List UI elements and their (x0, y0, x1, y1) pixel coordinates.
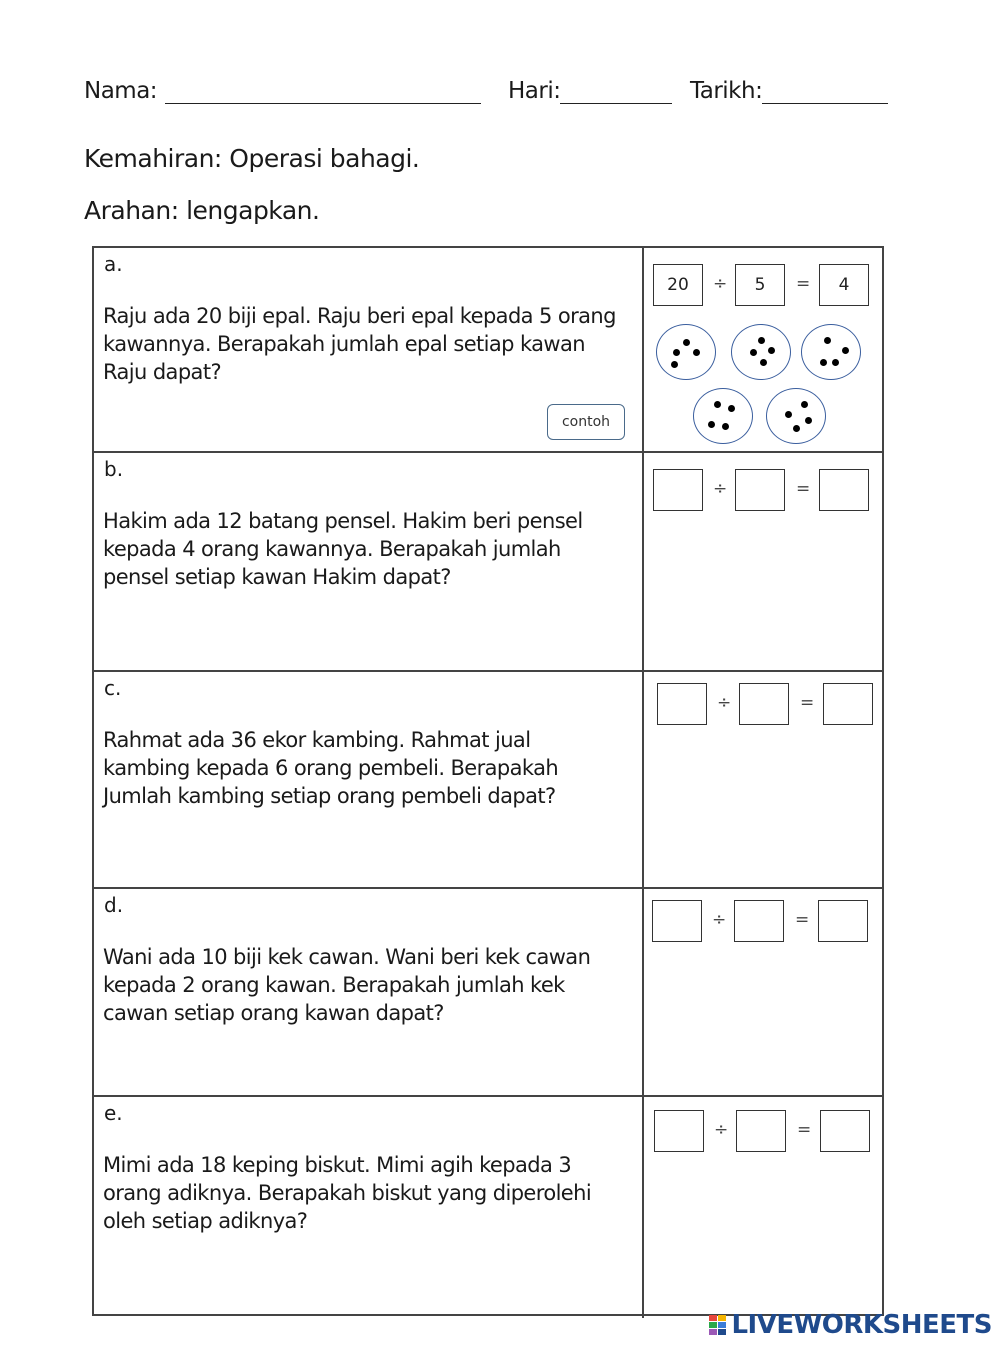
quotient-input[interactable] (818, 900, 868, 942)
nama-field (84, 78, 481, 104)
quotient-input[interactable] (823, 683, 873, 725)
hari-field (508, 78, 672, 104)
divide-sign: ÷ (712, 910, 727, 930)
dividend-input[interactable] (653, 469, 703, 511)
equals-sign: = (800, 693, 815, 713)
column-divider (642, 248, 644, 451)
hari-label: Hari: (508, 78, 561, 104)
divide-sign: ÷ (713, 274, 728, 294)
question-text: Rahmat ada 36 ekor kambing. Rahmat jual kambing kepada 6 orang pembeli. Berapakah Jumlah kambing setiap orang pembeli dapat? (103, 728, 559, 808)
equals-sign: = (797, 1120, 812, 1140)
question-label: b. (104, 457, 124, 481)
divide-sign: ÷ (713, 479, 728, 499)
divide-sign: ÷ (714, 1120, 729, 1140)
example-button[interactable]: contoh (547, 404, 625, 440)
divisor-input[interactable] (735, 469, 785, 511)
dividend-input[interactable] (657, 683, 707, 725)
question-label: d. (104, 893, 124, 917)
tarikh-line (762, 103, 888, 104)
question-row-c (94, 672, 882, 889)
equals-sign: = (796, 479, 811, 499)
question-text: Raju ada 20 biji epal. Raju beri epal kepada 5 orang kawannya. Berapakah jumlah epal setiap kawan Raju dapat? (103, 304, 616, 384)
question-row-d (94, 889, 882, 1097)
question-row-a (94, 248, 882, 453)
group-circle (693, 388, 753, 444)
tarikh-field (690, 78, 888, 104)
question-label: e. (104, 1101, 123, 1125)
worksheet-table (92, 246, 884, 1316)
quotient-box: 4 (819, 264, 869, 306)
group-circle (766, 388, 826, 444)
question-text: Hakim ada 12 batang pensel. Hakim beri pensel kepada 4 orang kawannya. Berapakah jumlah pensel setiap kawan Hakim dapat? (103, 509, 583, 589)
liveworksheets-icon (709, 1315, 727, 1337)
grouping-illustration (656, 324, 892, 448)
nama-line (165, 103, 481, 104)
question-label: a. (104, 252, 123, 276)
instruction-text: Arahan: lengapkan. (84, 196, 320, 225)
nama-label: Nama: (84, 78, 158, 104)
column-divider (642, 1097, 644, 1318)
answer-cell (652, 248, 882, 453)
divide-sign: ÷ (717, 693, 732, 713)
question-text: Mimi ada 18 keping biskut. Mimi agih kepada 3 orang adiknya. Berapakah biskut yang diperolehi oleh setiap adiknya? (103, 1153, 592, 1233)
divisor-input[interactable] (736, 1110, 786, 1152)
liveworksheets-logo (709, 1310, 992, 1340)
question-row-e (94, 1097, 882, 1318)
equals-sign: = (796, 274, 811, 294)
column-divider (642, 453, 644, 670)
question-label: c. (104, 676, 122, 700)
column-divider (642, 889, 644, 1095)
brand-text: LIVEWORKSHEETS (731, 1310, 992, 1340)
divisor-input[interactable] (739, 683, 789, 725)
divisor-input[interactable] (734, 900, 784, 942)
group-circle (656, 324, 716, 380)
dividend-box: 20 (653, 264, 703, 306)
quotient-input[interactable] (819, 469, 869, 511)
quotient-input[interactable] (820, 1110, 870, 1152)
tarikh-label: Tarikh: (690, 78, 763, 104)
hari-line (560, 103, 672, 104)
question-row-b (94, 453, 882, 672)
group-circle (801, 324, 861, 380)
skill-text: Kemahiran: Operasi bahagi. (84, 144, 420, 173)
equals-sign: = (795, 910, 810, 930)
dividend-input[interactable] (654, 1110, 704, 1152)
question-text: Wani ada 10 biji kek cawan. Wani beri kek cawan kepada 2 orang kawan. Berapakah jumlah kek cawan setiap orang kawan dapat? (103, 945, 591, 1025)
column-divider (642, 672, 644, 887)
divisor-box: 5 (735, 264, 785, 306)
group-circle (731, 324, 791, 380)
dividend-input[interactable] (652, 900, 702, 942)
